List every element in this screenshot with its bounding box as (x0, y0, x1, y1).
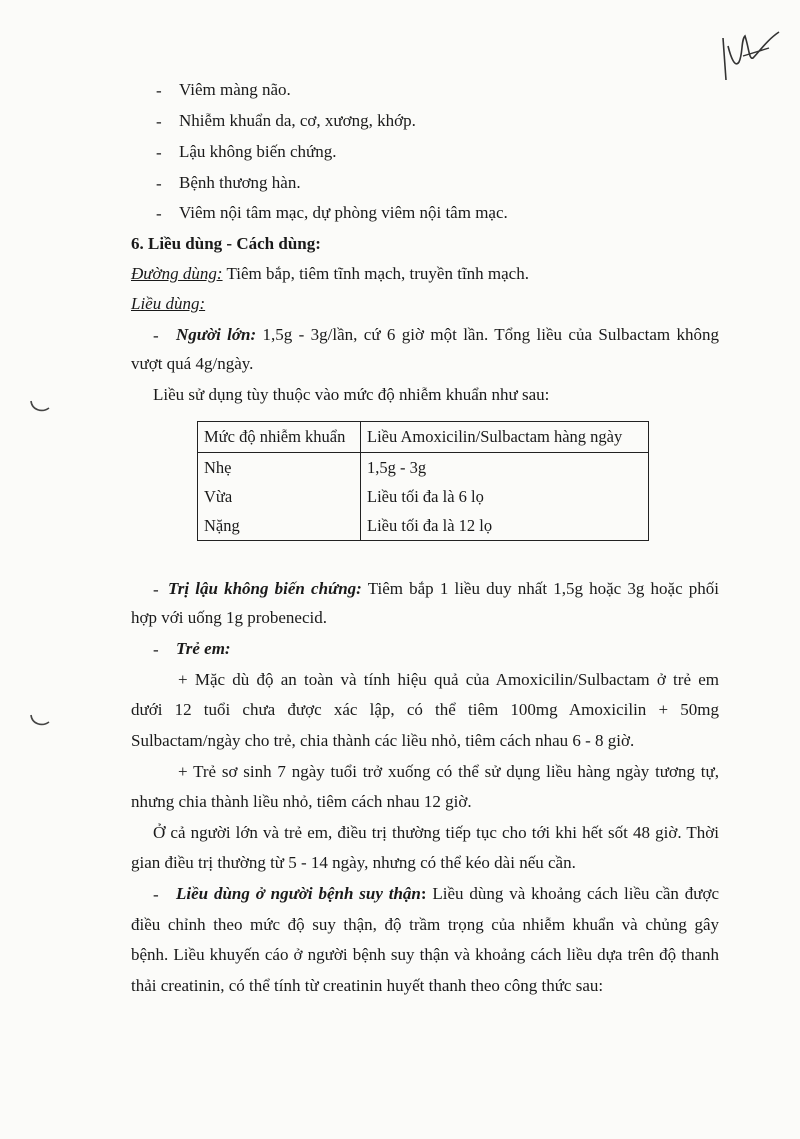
children-label-line (176, 639, 231, 659)
list-dash: - (156, 204, 162, 223)
adult-dose-line-2: vượt quá 4g/ngày. (131, 354, 254, 373)
table-header-cell: Liều Amoxicilin/Sulbactam hàng ngày (361, 422, 649, 453)
list-dash: - (153, 885, 159, 904)
renal-text-1: Liều dùng và khoảng cách liều cần được (426, 884, 720, 903)
renal-colon: : (420, 884, 427, 903)
indication-item: Bệnh thương hàn. (179, 173, 301, 192)
adult-label: Người lớn: (176, 325, 257, 344)
dosage-label-line (131, 294, 205, 314)
section-heading-text: 6. Liều dùng - Cách dùng: (131, 234, 321, 253)
renal-line-4: thải creatinin, có thể tính từ creatinin huyết thanh theo công thức sau: (131, 976, 604, 995)
children-p2-line-1: + Trẻ sơ sinh 7 ngày tuổi trở xuống có thể sử dụng liều hàng ngày tương tự, (178, 762, 719, 781)
table-cell: Nặng (198, 511, 361, 541)
children-p1-line-1: + Mặc dù độ an toàn và tính hiệu quả của Amoxicilin/Sulbactam ở trẻ em (178, 670, 719, 689)
children-p1-line-2: dưới 12 tuổi chưa được xác lập, có thể tiêm 100mg Amoxicilin + 50mg (131, 700, 719, 719)
severity-intro: Liều sử dụng tùy thuộc vào mức độ nhiễm khuẩn như sau: (153, 385, 550, 404)
table-cell: Vừa (198, 482, 361, 511)
table-cell: Liều tối đa là 12 lọ (361, 511, 649, 541)
route-text: Tiêm bắp, tiêm tĩnh mạch, truyền tĩnh mạch. (222, 264, 529, 283)
gonorrhea-line-2: hợp với uống 1g probenecid. (131, 608, 327, 627)
adult-text-1: 1,5g - 3g/lần, cứ 6 giờ một lần. Tổng liều của Sulbactam không (256, 325, 719, 344)
table-header-row (198, 422, 649, 453)
duration-line-1: Ở cả người lớn và trẻ em, điều trị thường tiếp tục cho tới khi hết sốt 48 giờ. Thời (153, 823, 719, 842)
table-cell: Liều tối đa là 6 lọ (361, 482, 649, 511)
list-dash: - (153, 326, 159, 345)
list-dash: - (156, 112, 162, 131)
handwritten-initials-mark (715, 18, 785, 88)
table-header-cell: Mức độ nhiễm khuẩn (198, 422, 361, 453)
duration-line-2: gian điều trị thường từ 5 - 14 ngày, nhưng có thể kéo dài nếu cần. (131, 853, 576, 872)
table-row (198, 482, 649, 511)
renal-line-2: điều chỉnh theo mức độ suy thận, độ trầm trọng của nhiễm khuẩn và chủng gây (131, 915, 719, 934)
children-p1-line-3: Sulbactam/ngày cho trẻ, chia thành các liều nhỏ, tiêm cách nhau 6 - 8 giờ. (131, 731, 635, 750)
list-dash: - (156, 81, 162, 100)
table-cell: 1,5g - 3g (361, 453, 649, 483)
dosage-table (197, 421, 649, 541)
indication-item: Viêm nội tâm mạc, dự phòng viêm nội tâm mạc. (179, 203, 508, 222)
list-dash: - (156, 143, 162, 162)
indication-item: Viêm màng não. (179, 80, 291, 99)
route-line (131, 264, 529, 284)
adult-dose-line-1 (176, 325, 719, 345)
indication-item: Nhiễm khuẩn da, cơ, xương, khớp. (179, 111, 416, 130)
list-dash: - (153, 640, 159, 659)
indication-item: Lậu không biến chứng. (179, 142, 337, 161)
list-dash: - (153, 580, 159, 599)
punch-hole-mark-top (28, 398, 52, 416)
table-cell: Nhẹ (198, 453, 361, 483)
children-p2-line-2: nhưng chia thành liều nhỏ, tiêm cách nhau 12 giờ. (131, 792, 472, 811)
gonorrhea-line-1 (168, 579, 719, 599)
renal-label: Liều dùng ở người bệnh suy thận (176, 884, 421, 903)
children-label: Trẻ em: (176, 639, 231, 658)
table-row (198, 453, 649, 483)
renal-line-3: bệnh. Liều khuyến cáo ở người bệnh suy thận và khoảng cách liều dựa trên độ thanh (131, 945, 719, 964)
table-row (198, 511, 649, 541)
section-heading (131, 234, 321, 254)
dosage-label: Liều dùng: (131, 294, 206, 313)
punch-hole-mark-bottom (28, 712, 52, 730)
gonorrhea-label: Trị lậu không biến chứng: (168, 579, 362, 598)
list-dash: - (156, 174, 162, 193)
route-label: Đường dùng: (131, 264, 223, 283)
gonorrhea-text-1: Tiêm bắp 1 liều duy nhất 1,5g hoặc 3g hoặc phối (361, 579, 720, 598)
renal-line-1 (176, 884, 719, 904)
